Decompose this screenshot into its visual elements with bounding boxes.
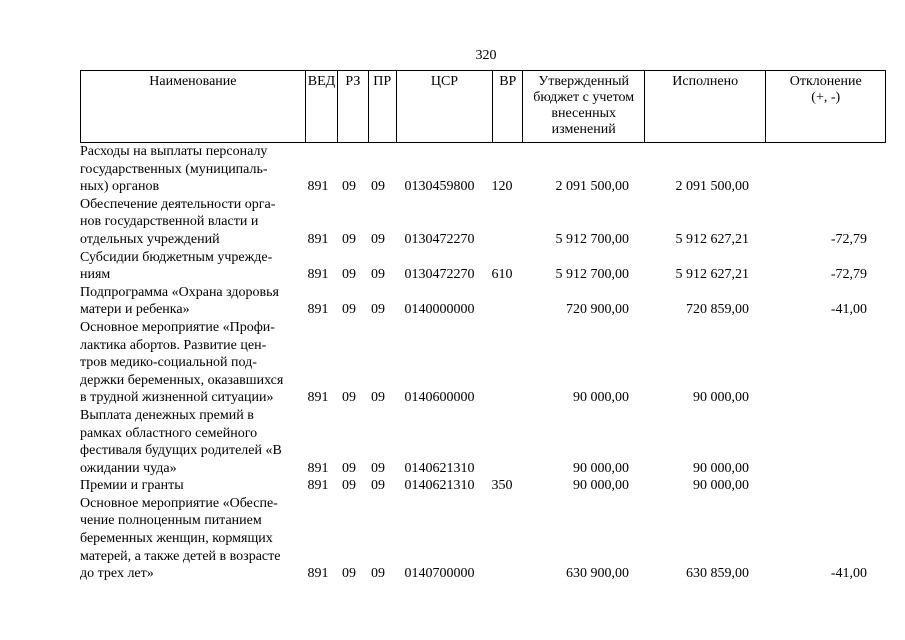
row-vr: 610	[491, 267, 513, 283]
row-name	[80, 477, 302, 495]
row-approved: 2 091 500,00	[555, 179, 629, 195]
row-executed: 5 912 627,21	[675, 267, 749, 283]
row-csr: 0130459800	[404, 179, 475, 195]
row-pr: 09	[371, 460, 385, 476]
row-name-line: ниям	[80, 267, 111, 283]
row-name-line: Премии и гранты	[80, 478, 184, 494]
row-name-line: беременных женщин, кормящих	[80, 531, 273, 547]
row-rz: 09	[342, 179, 356, 195]
row-pr: 09	[371, 231, 385, 247]
row-deviation: -41,00	[830, 302, 867, 318]
row-name-line: матерей, а также детей в возрасте	[80, 548, 281, 564]
row-name-line: Основное мероприятие «Профи-	[80, 319, 275, 335]
row-deviation: -72,79	[830, 267, 867, 283]
row-approved: 5 912 700,00	[555, 231, 629, 247]
table-body	[80, 143, 886, 583]
row-name-line: тров медико-социальной под-	[80, 355, 257, 371]
row-name	[80, 407, 302, 477]
row-ved: 891	[307, 566, 329, 582]
table-row	[80, 249, 886, 284]
row-rz: 09	[342, 267, 356, 283]
header-deviation	[766, 71, 886, 143]
table-row	[80, 143, 886, 196]
row-ved: 891	[307, 302, 329, 318]
row-vr: 120	[491, 179, 513, 195]
header-deviation-line: (+, -)	[811, 90, 841, 105]
row-rz: 09	[342, 302, 356, 318]
row-approved: 90 000,00	[573, 460, 629, 476]
header-approved-line: бюджет с учетом	[533, 90, 635, 105]
row-approved: 5 912 700,00	[555, 267, 629, 283]
row-name	[80, 196, 302, 249]
row-ved: 891	[307, 460, 329, 476]
row-name-line: ных) органов	[80, 179, 160, 195]
row-name-line: держки беременных, оказавшихся	[80, 372, 284, 388]
table-row	[80, 477, 886, 495]
row-name-line: Расходы на выплаты персоналу	[80, 144, 268, 159]
row-pr: 09	[371, 267, 385, 283]
row-name-line: Подпрограмма «Охрана здоровья	[80, 284, 279, 300]
row-csr: 0140621310	[404, 460, 475, 476]
row-name-line: до трех лет»	[80, 566, 154, 582]
row-executed: 90 000,00	[693, 478, 749, 494]
header-deviation-line: Отклонение	[789, 74, 862, 89]
header-approved-line: внесенных	[551, 106, 617, 121]
row-rz: 09	[342, 390, 356, 406]
row-ved: 891	[307, 179, 329, 195]
row-approved: 720 900,00	[566, 302, 629, 318]
header-csr: ЦСР	[396, 71, 492, 143]
row-executed: 90 000,00	[693, 460, 749, 476]
row-name	[80, 284, 302, 319]
header-approved-line: Утвержденный	[538, 74, 630, 89]
row-name-line: чение полноценным питанием	[80, 513, 262, 529]
row-pr: 09	[371, 478, 385, 494]
table-header	[80, 70, 886, 143]
row-name-line: Субсидии бюджетным учрежде-	[80, 249, 273, 265]
row-name-line: нов государственной власти и	[80, 214, 259, 230]
table-row	[80, 284, 886, 319]
row-approved: 90 000,00	[573, 390, 629, 406]
row-rz: 09	[342, 478, 356, 494]
row-ved: 891	[307, 478, 329, 494]
row-pr: 09	[371, 179, 385, 195]
row-deviation: -41,00	[830, 566, 867, 582]
row-executed: 5 912 627,21	[675, 231, 749, 247]
row-pr: 09	[371, 566, 385, 582]
header-approved	[523, 71, 645, 143]
row-rz: 09	[342, 460, 356, 476]
table-row	[80, 407, 886, 477]
row-name-line: государственных (муниципаль-	[80, 161, 268, 177]
header-vr: ВР	[493, 71, 523, 143]
header-executed: Исполнено	[644, 71, 766, 143]
row-csr: 0140000000	[404, 302, 475, 318]
row-name-line: Выплата денежных премий в	[80, 407, 254, 423]
row-rz: 09	[342, 231, 356, 247]
row-name-line: Основное мероприятие «Обеспе-	[80, 495, 278, 511]
header-name: Наименование	[81, 71, 306, 143]
table-row	[80, 495, 886, 583]
row-rz: 09	[342, 566, 356, 582]
row-csr: 0140700000	[404, 566, 475, 582]
row-csr: 0140600000	[404, 390, 475, 406]
row-name-line: фестиваля будущих родителей «В	[80, 443, 282, 459]
page-number: 320	[475, 48, 497, 63]
row-name-line: рамках областного семейного	[80, 425, 258, 441]
row-name-line: в трудной жизненной ситуации»	[80, 390, 274, 406]
header-approved-line: изменений	[551, 122, 616, 137]
row-csr: 0140621310	[404, 478, 475, 494]
table-row	[80, 196, 886, 249]
row-name-line: ожидании чуда»	[80, 460, 177, 476]
row-executed: 720 859,00	[686, 302, 749, 318]
row-csr: 0130472270	[404, 267, 475, 283]
row-executed: 90 000,00	[693, 390, 749, 406]
row-name	[80, 319, 302, 407]
header-rz: РЗ	[338, 71, 368, 143]
table-row	[80, 319, 886, 407]
row-name	[80, 495, 302, 583]
row-name-line: Обеспечение деятельности орга-	[80, 196, 276, 212]
row-executed: 2 091 500,00	[675, 179, 749, 195]
row-vr: 350	[491, 478, 513, 494]
row-approved: 90 000,00	[573, 478, 629, 494]
row-name-line: отдельных учреждений	[80, 231, 220, 247]
row-name-line: лактика абортов. Развитие цен-	[80, 337, 267, 353]
row-approved: 630 900,00	[566, 566, 629, 582]
row-name	[80, 249, 302, 284]
row-ved: 891	[307, 231, 329, 247]
header-ved: ВЕД	[305, 71, 337, 143]
row-name	[80, 143, 302, 196]
row-name-line: матери и ребенка»	[80, 302, 190, 318]
row-ved: 891	[307, 267, 329, 283]
header-pr: ПР	[368, 71, 396, 143]
row-pr: 09	[371, 390, 385, 406]
row-executed: 630 859,00	[686, 566, 749, 582]
row-deviation: -72,79	[830, 231, 867, 247]
row-csr: 0130472270	[404, 231, 475, 247]
row-ved: 891	[307, 390, 329, 406]
row-pr: 09	[371, 302, 385, 318]
